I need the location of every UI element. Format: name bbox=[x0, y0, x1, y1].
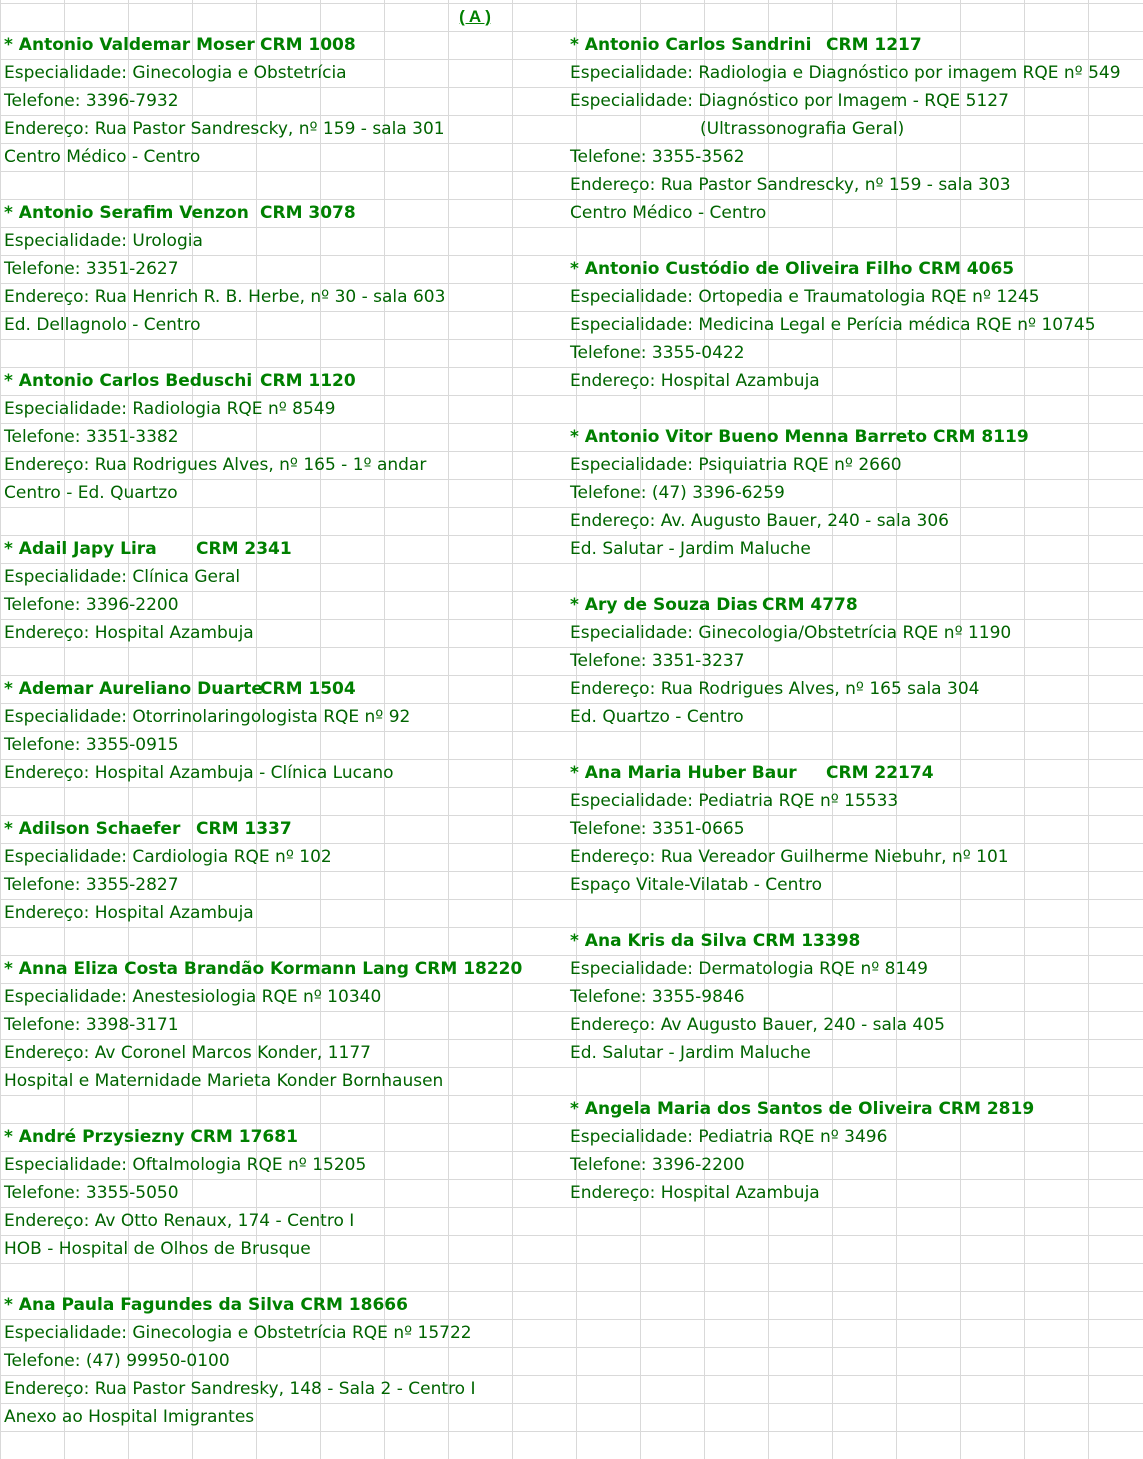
doctor-detail-line: Endereço: Rua Rodrigues Alves, nº 165 - 1º andar bbox=[4, 455, 427, 475]
doctor-detail-line: Centro - Ed. Quartzo bbox=[4, 483, 178, 503]
doctor-name-line bbox=[570, 759, 1140, 787]
doctor-detail-line: Telefone: 3396-2200 bbox=[4, 595, 179, 615]
empty-row bbox=[4, 927, 564, 955]
doctor-detail-line: Endereço: Hospital Azambuja bbox=[570, 371, 820, 391]
empty-row bbox=[4, 171, 564, 199]
doctor-entry bbox=[4, 675, 564, 787]
doctor-detail-line: Telefone: 3351-3382 bbox=[4, 427, 179, 447]
doctor-name-line bbox=[4, 367, 564, 395]
doctor-detail-line: Ed. Salutar - Jardim Maluche bbox=[570, 539, 811, 559]
doctor-detail-line: HOB - Hospital de Olhos de Brusque bbox=[4, 1239, 311, 1259]
doctor-detail-line: Telefone: 3355-0422 bbox=[570, 343, 745, 363]
doctor-detail-line: Especialidade: Urologia bbox=[4, 231, 203, 251]
doctor-name: * Adilson Schaefer bbox=[4, 819, 181, 839]
doctor-entry bbox=[4, 199, 564, 339]
doctor-detail-line: Centro Médico - Centro bbox=[4, 147, 201, 167]
doctor-detail-line: Endereço: Rua Pastor Sandrescky, nº 159 - sala 303 bbox=[570, 175, 1011, 195]
doctor-detail-line: (Ultrassonografia Geral) bbox=[700, 119, 905, 139]
empty-row bbox=[570, 1067, 1140, 1095]
doctor-name-line bbox=[4, 815, 564, 843]
empty-row bbox=[570, 899, 1140, 927]
doctor-name-line bbox=[570, 927, 1140, 955]
doctor-entry bbox=[570, 423, 1140, 563]
doctor-name: * Ana Kris da Silva CRM 13398 bbox=[570, 931, 861, 951]
doctor-detail-line: Endereço: Av Coronel Marcos Konder, 1177 bbox=[4, 1043, 371, 1063]
doctor-name-line bbox=[570, 31, 1140, 59]
doctor-detail-line: Especialidade: Ginecologia e Obstetrícia bbox=[4, 63, 347, 83]
doctor-name: * Antonio Custódio de Oliveira Filho CRM 4065 bbox=[570, 259, 1015, 279]
doctor-detail-line: Endereço: Hospital Azambuja - Clínica Lucano bbox=[4, 763, 394, 783]
doctor-name: * Antonio Vitor Bueno Menna Barreto CRM 8119 bbox=[570, 427, 1029, 447]
section-title: ( A ) bbox=[459, 7, 491, 26]
doctor-name-line bbox=[4, 1123, 564, 1151]
doctor-detail-line: Especialidade: Pediatria RQE nº 15533 bbox=[570, 791, 899, 811]
doctor-detail-line: Ed. Quartzo - Centro bbox=[570, 707, 744, 727]
doctor-detail-line: Telefone: 3355-3562 bbox=[570, 147, 745, 167]
doctor-detail-line: Endereço: Hospital Azambuja bbox=[570, 1183, 820, 1203]
doctor-name: * Ana Paula Fagundes da Silva CRM 18666 bbox=[4, 1295, 408, 1315]
doctor-detail-line: Especialidade: Ginecologia/Obstetrícia RQE nº 1190 bbox=[570, 623, 1012, 643]
doctor-detail-line: Especialidade: Otorrinolaringologista RQE nº 92 bbox=[4, 707, 411, 727]
doctor-detail-line: Especialidade: Ginecologia e Obstetrícia RQE nº 15722 bbox=[4, 1323, 472, 1343]
doctor-name: * Antonio Serafim Venzon bbox=[4, 203, 249, 223]
doctor-name-line bbox=[4, 535, 564, 563]
doctor-entry bbox=[4, 815, 564, 927]
doctor-entry bbox=[570, 591, 1140, 731]
crm-number: CRM 1504 bbox=[260, 679, 356, 699]
doctor-detail-line: Endereço: Hospital Azambuja bbox=[4, 903, 254, 923]
doctor-detail-line: Anexo ao Hospital Imigrantes bbox=[4, 1407, 255, 1427]
doctor-detail-line: Telefone: (47) 3396-6259 bbox=[570, 483, 785, 503]
crm-number: CRM 1008 bbox=[260, 35, 356, 55]
doctor-detail-line: Endereço: Rua Henrich R. B. Herbe, nº 30 - sala 603 bbox=[4, 287, 446, 307]
doctor-name-line bbox=[570, 255, 1140, 283]
doctor-entry bbox=[4, 31, 564, 171]
doctor-detail-line: Endereço: Hospital Azambuja bbox=[4, 623, 254, 643]
crm-number: CRM 2341 bbox=[196, 539, 292, 559]
right-column bbox=[570, 31, 1140, 1207]
doctor-detail-line: Especialidade: Pediatria RQE nº 3496 bbox=[570, 1127, 888, 1147]
crm-number: CRM 22174 bbox=[826, 763, 934, 783]
doctor-name: * Antonio Carlos Sandrini bbox=[570, 35, 812, 55]
doctor-detail-line: Especialidade: Radiologia RQE nº 8549 bbox=[4, 399, 336, 419]
doctor-entry bbox=[570, 31, 1140, 227]
crm-number: CRM 1337 bbox=[196, 819, 292, 839]
doctor-name: * Ademar Aureliano Duarte bbox=[4, 679, 263, 699]
doctor-entry bbox=[570, 255, 1140, 395]
doctor-detail-line: Telefone: 3355-9846 bbox=[570, 987, 745, 1007]
empty-row bbox=[4, 1095, 564, 1123]
doctor-detail-line: Telefone: 3398-3171 bbox=[4, 1015, 179, 1035]
doctor-detail-line: Especialidade: Ortopedia e Traumatologia RQE nº 1245 bbox=[570, 287, 1040, 307]
empty-row bbox=[570, 731, 1140, 759]
empty-row bbox=[4, 507, 564, 535]
empty-row bbox=[4, 647, 564, 675]
doctor-entry bbox=[4, 1123, 564, 1263]
doctor-name: * Anna Eliza Costa Brandão Kormann Lang CRM 18220 bbox=[4, 959, 523, 979]
doctor-name: * Adail Japy Lira bbox=[4, 539, 157, 559]
doctor-entry bbox=[4, 367, 564, 507]
doctor-name-line bbox=[570, 591, 1140, 619]
doctor-entry bbox=[4, 955, 564, 1095]
doctor-detail-line: Endereço: Av Augusto Bauer, 240 - sala 405 bbox=[570, 1015, 945, 1035]
doctor-name-line bbox=[4, 675, 564, 703]
doctor-entry bbox=[570, 759, 1140, 899]
doctor-detail-line: Centro Médico - Centro bbox=[570, 203, 767, 223]
empty-row bbox=[4, 787, 564, 815]
left-column bbox=[4, 31, 564, 1431]
doctor-detail-line: Ed. Salutar - Jardim Maluche bbox=[570, 1043, 811, 1063]
doctor-name-line bbox=[4, 955, 564, 983]
doctor-detail-line: Endereço: Rua Pastor Sandrescky, nº 159 - sala 301 bbox=[4, 119, 445, 139]
doctor-detail-line: Telefone: (47) 99950-0100 bbox=[4, 1351, 230, 1371]
empty-row bbox=[4, 339, 564, 367]
doctor-detail-line: Telefone: 3355-0915 bbox=[4, 735, 179, 755]
doctor-entry bbox=[570, 1095, 1140, 1207]
doctor-detail-line: Espaço Vitale-Vilatab - Centro bbox=[570, 875, 823, 895]
doctor-detail-line: Especialidade: Oftalmologia RQE nº 15205 bbox=[4, 1155, 367, 1175]
doctor-entry bbox=[4, 1291, 564, 1431]
crm-number: CRM 1120 bbox=[260, 371, 356, 391]
doctor-detail-line: Telefone: 3396-7932 bbox=[4, 91, 179, 111]
doctor-name-line bbox=[4, 1291, 564, 1319]
doctor-name: * Angela Maria dos Santos de Oliveira CRM 2819 bbox=[570, 1099, 1035, 1119]
doctor-entry bbox=[4, 535, 564, 647]
doctor-name-line bbox=[4, 199, 564, 227]
doctor-detail-line: Telefone: 3351-2627 bbox=[4, 259, 179, 279]
doctor-detail-line: Especialidade: Psiquiatria RQE nº 2660 bbox=[570, 455, 902, 475]
doctor-name-line bbox=[570, 1095, 1140, 1123]
doctor-detail-line: Especialidade: Dermatologia RQE nº 8149 bbox=[570, 959, 928, 979]
doctor-detail-line: Telefone: 3351-3237 bbox=[570, 651, 745, 671]
doctor-detail-line: Endereço: Rua Pastor Sandresky, 148 - Sala 2 - Centro I bbox=[4, 1379, 476, 1399]
doctor-name: * Antonio Carlos Beduschi bbox=[4, 371, 253, 391]
doctor-name: * Ana Maria Huber Baur bbox=[570, 763, 797, 783]
doctor-detail-line: Telefone: 3396-2200 bbox=[570, 1155, 745, 1175]
doctor-detail-line: Especialidade: Cardiologia RQE nº 102 bbox=[4, 847, 332, 867]
crm-number: CRM 1217 bbox=[826, 35, 922, 55]
doctor-detail-line: Especialidade: Diagnóstico por Imagem - RQE 5127 bbox=[570, 91, 1009, 111]
crm-number: CRM 3078 bbox=[260, 203, 356, 223]
doctor-name-line bbox=[570, 423, 1140, 451]
doctor-detail-line: Hospital e Maternidade Marieta Konder Bornhausen bbox=[4, 1071, 444, 1091]
doctor-detail-line: Ed. Dellagnolo - Centro bbox=[4, 315, 201, 335]
empty-row bbox=[570, 563, 1140, 591]
doctor-detail-line: Especialidade: Radiologia e Diagnóstico por imagem RQE nº 549 bbox=[570, 63, 1121, 83]
empty-row bbox=[570, 227, 1140, 255]
doctor-name-line bbox=[4, 31, 564, 59]
doctor-detail-line: Telefone: 3351-0665 bbox=[570, 819, 745, 839]
doctor-detail-line: Especialidade: Medicina Legal e Perícia médica RQE nº 10745 bbox=[570, 315, 1096, 335]
doctor-name: * Antonio Valdemar Moser bbox=[4, 35, 255, 55]
doctor-detail-line: Telefone: 3355-2827 bbox=[4, 875, 179, 895]
doctor-name: * Ary de Souza Dias bbox=[570, 595, 758, 615]
empty-row bbox=[4, 1263, 564, 1291]
doctor-detail-line: Endereço: Av Otto Renaux, 174 - Centro I bbox=[4, 1211, 355, 1231]
doctor-detail-line: Endereço: Av. Augusto Bauer, 240 - sala 306 bbox=[570, 511, 949, 531]
empty-row bbox=[570, 395, 1140, 423]
doctor-name: * André Przysiezny CRM 17681 bbox=[4, 1127, 298, 1147]
doctor-detail-line: Especialidade: Anestesiologia RQE nº 10340 bbox=[4, 987, 382, 1007]
doctor-detail-line: Telefone: 3355-5050 bbox=[4, 1183, 179, 1203]
doctor-detail-line: Endereço: Rua Rodrigues Alves, nº 165 sala 304 bbox=[570, 679, 980, 699]
doctor-detail-line: Endereço: Rua Vereador Guilherme Niebuhr, nº 101 bbox=[570, 847, 1009, 867]
doctor-detail-line: Especialidade: Clínica Geral bbox=[4, 567, 241, 587]
doctor-entry bbox=[570, 927, 1140, 1067]
crm-number: CRM 4778 bbox=[762, 595, 858, 615]
